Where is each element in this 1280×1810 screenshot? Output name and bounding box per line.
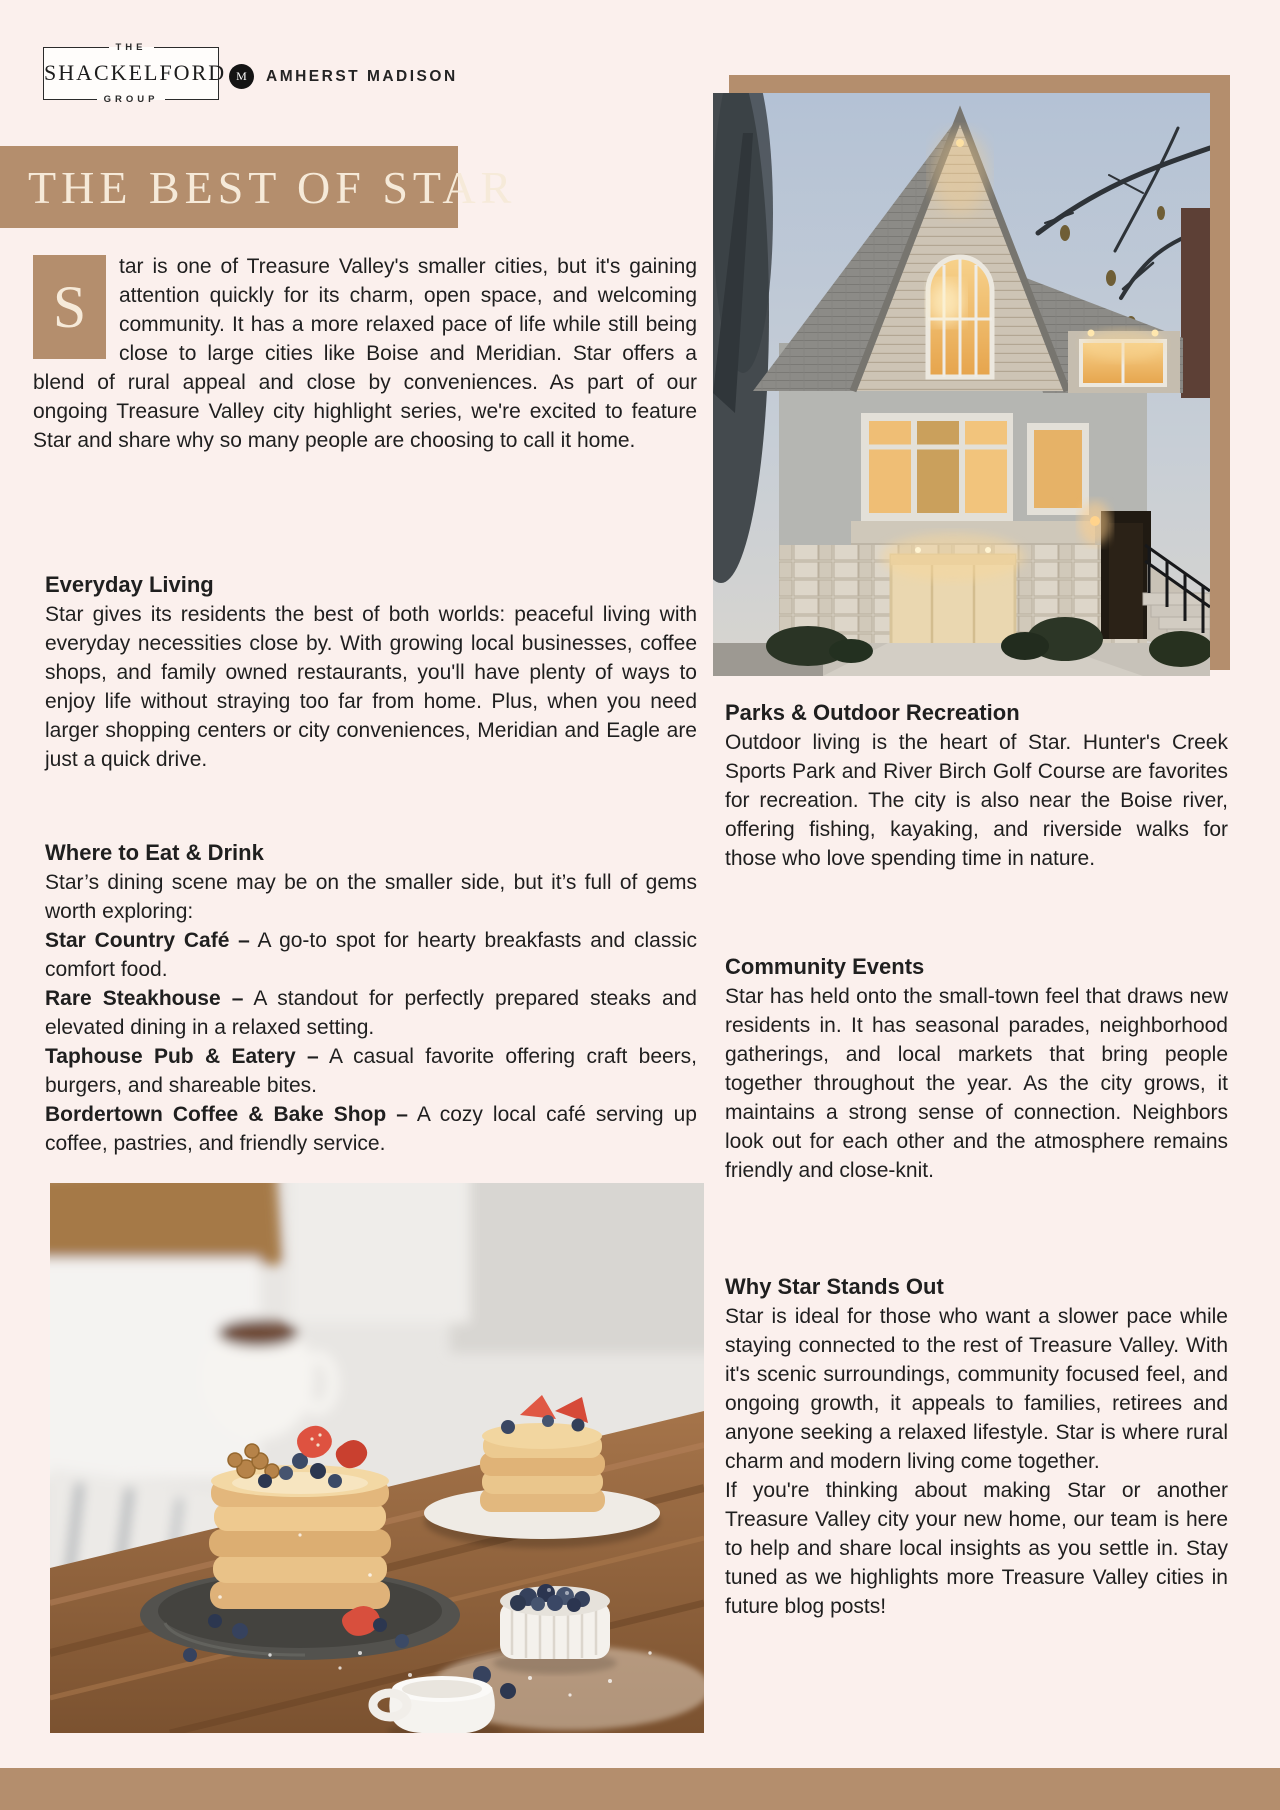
section-body: Outdoor living is the heart of Star. Hunter's Creek Sports Park and River Birch Golf Course are favorites for recreation. The city is also near the Boise river, offering fishing, kayaking, and riverside walks for those who love spending time in nature. — [725, 731, 1228, 870]
intro-paragraph — [33, 252, 697, 455]
restaurant-desc: A cozy local café serving up coffee, pastries, and friendly service. — [45, 1103, 697, 1155]
rule-line — [43, 99, 97, 101]
restaurant-desc: A go-to spot for hearty breakfasts and classic comfort food. — [45, 929, 698, 981]
drop-cap: S — [33, 255, 106, 359]
logo-top-rule — [43, 42, 219, 53]
logo-top-label: THE — [115, 42, 147, 53]
rule-line — [154, 47, 220, 49]
section-body: Star gives its residents the best of both worlds: peaceful living with everyday necessities close by. With growing local businesses, coffee shops, and family owned restaurants, you'll have plenty of ways to enjoy life without straying too far from home. Plus, when you need larger shopping centers or city conveniences, Meridian and Eagle are just a quick drive. — [45, 603, 697, 771]
section-heading: Everyday Living — [45, 572, 214, 597]
house-illustration — [713, 93, 1210, 676]
restaurant-name: Rare Steakhouse – — [45, 987, 244, 1010]
restaurant-name: Bordertown Coffee & Bake Shop – — [45, 1103, 408, 1126]
section-heading: Community Events — [725, 954, 925, 979]
restaurant-item — [45, 1042, 697, 1100]
restaurant-name: Star Country Café – — [45, 929, 250, 952]
intro-text: tar is one of Treasure Valley's smaller cities, but it's gaining attention quickly for its charm, open space, and welcoming community. It has a more relaxed pace of life while still being close to large cities like Boise and Meridian. Star offers a blend of rural appeal and close by conveniences. As part of our ongoing Treasure Valley city highlight series, we're excited to feature Star and share why so many people are choosing to call it home. — [33, 255, 697, 452]
pancakes-illustration — [50, 1183, 704, 1733]
page-title: THE BEST OF STAR — [28, 161, 517, 213]
logo-bottom-rule — [43, 94, 219, 105]
rule-line — [43, 47, 109, 49]
amherst-madison-monogram-icon: M — [229, 64, 254, 89]
section-lead: Star’s dining scene may be on the smaller side, but it’s full of gems worth exploring: — [45, 871, 697, 923]
logo-bottom-label: GROUP — [103, 94, 159, 105]
footer-bar — [0, 1768, 1280, 1810]
restaurant-desc: A standout for perfectly prepared steaks and elevated dining in a relaxed setting. — [45, 987, 697, 1039]
section-parks-recreation — [725, 698, 1228, 873]
section-heading: Why Star Stands Out — [725, 1274, 944, 1299]
restaurant-item — [45, 926, 697, 984]
section-why-star-stands-out — [725, 1272, 1228, 1621]
restaurant-item — [45, 984, 697, 1042]
section-everyday-living — [45, 570, 697, 774]
rule-line — [165, 99, 219, 101]
restaurant-desc: A casual favorite offering craft beers, burgers, and shareable bites. — [45, 1045, 697, 1097]
restaurant-name: Taphouse Pub & Eatery – — [45, 1045, 319, 1068]
house-photo-block — [713, 75, 1230, 676]
amherst-madison-wordmark: AMHERST MADISON — [266, 68, 458, 85]
section-community-events — [725, 952, 1228, 1185]
shackelford-group-logo — [43, 42, 227, 105]
title-banner — [0, 146, 517, 228]
logo-wordmark: SHACKELFORD — [44, 60, 227, 85]
section-body: Star has held onto the small-town feel that draws new residents in. It has seasonal parades, neighborhood gatherings, and local markets that bring people together throughout the year. As the city grows, it maintains a strong sense of connection. Neighbors look out for each other and the atmosphere remains friendly and close-knit. — [725, 985, 1228, 1182]
section-body: Star is ideal for those who want a slower pace while staying connected to the rest of Treasure Valley. With it's scenic surroundings, community focused feel, and ongoing growth, it appeals to families, retirees and anyone seeking a relaxed lifestyle. Star is where rural charm and modern living come together. — [725, 1305, 1228, 1473]
section-heading: Parks & Outdoor Recreation — [725, 700, 1020, 725]
section-body: If you're thinking about making Star or another Treasure Valley city your new home, our team is here to help and share local insights as you settle in. Stay tuned as we highlights more Treasure Valley cities in future blog posts! — [725, 1479, 1228, 1618]
section-where-to-eat — [45, 838, 697, 1158]
section-heading: Where to Eat & Drink — [45, 840, 264, 865]
restaurant-item — [45, 1100, 697, 1158]
pancakes-photo — [50, 1183, 704, 1733]
house-photo — [713, 93, 1210, 676]
